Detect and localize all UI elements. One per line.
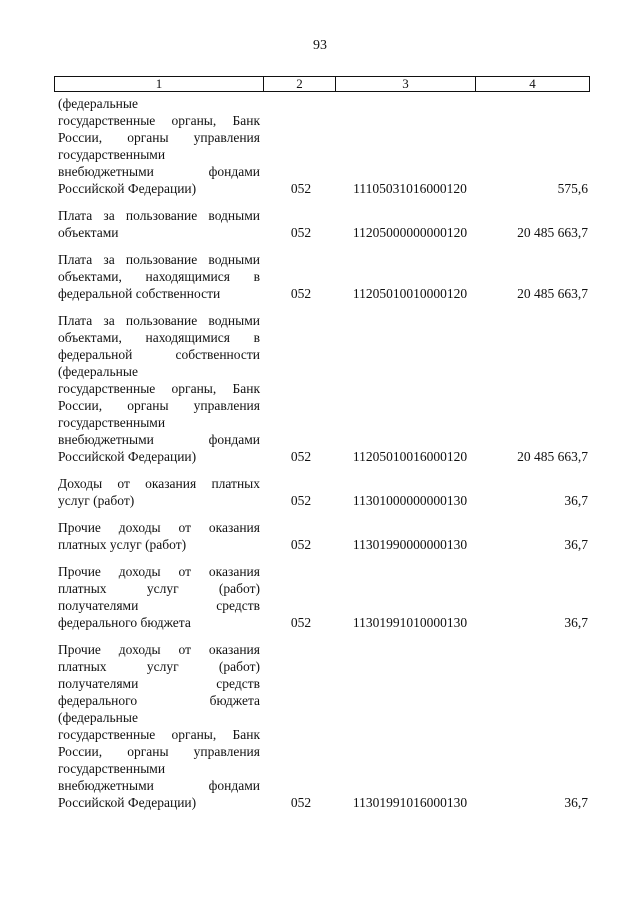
table-row	[58, 207, 590, 241]
row-admin-code: 052	[290, 537, 312, 552]
table-row	[58, 641, 590, 811]
description-line: федеральной собственности	[58, 286, 221, 301]
row-amount: 36,7	[564, 537, 588, 552]
description-line: государственные органы, Банк	[58, 727, 260, 742]
description-line: внебюджетными фондами	[58, 432, 260, 447]
row-budget-code: 11301991010000130	[352, 615, 468, 630]
description-line: объектами	[58, 225, 119, 240]
description-line: федеральной собственности	[58, 347, 260, 362]
row-admin-code: 052	[290, 493, 312, 508]
row-budget-code: 11105031016000120	[353, 181, 467, 196]
description-line: Плата за пользование водными	[58, 313, 260, 328]
table-row	[58, 563, 590, 631]
description-line: внебюджетными фондами	[58, 778, 260, 793]
row-budget-code: 11205010016000120	[352, 449, 468, 464]
description-line: услуг (работ)	[58, 493, 135, 508]
description-line: Российской Федерации)	[58, 449, 197, 464]
row-admin-code: 052	[290, 286, 312, 301]
description-line: (федеральные	[58, 710, 138, 725]
description-line: внебюджетными фондами	[58, 164, 260, 179]
description-line: получателями средств	[58, 676, 260, 691]
table-row	[58, 95, 590, 197]
description-line: Плата за пользование водными	[58, 208, 260, 223]
table-body	[58, 95, 590, 821]
row-admin-code: 052	[290, 449, 312, 464]
header-col-2: 2	[264, 77, 336, 91]
row-description	[58, 641, 260, 811]
row-admin-code: 052	[290, 181, 312, 196]
description-line: Прочие доходы от оказания	[58, 564, 260, 579]
description-line: Прочие доходы от оказания	[58, 642, 260, 657]
description-line: Прочие доходы от оказания	[58, 520, 260, 535]
row-description	[58, 312, 260, 465]
table-row	[58, 251, 590, 302]
row-amount: 575,6	[557, 181, 588, 196]
description-line: государственные органы, Банк	[58, 381, 260, 396]
table-header	[54, 76, 590, 92]
description-line: государственные органы, Банк	[58, 113, 260, 128]
header-col-1: 1	[55, 77, 264, 91]
table-row	[58, 475, 590, 509]
row-amount: 20 485 663,7	[517, 286, 588, 301]
row-admin-code: 052	[290, 225, 312, 240]
description-line: России, органы управления	[58, 744, 260, 759]
description-line: получателями средств	[58, 598, 260, 613]
description-line: государственными	[58, 147, 166, 162]
header-col-4: 4	[529, 76, 536, 91]
description-line: федерального бюджета	[58, 615, 191, 630]
description-line: Российской Федерации)	[58, 795, 197, 810]
row-description	[58, 475, 260, 509]
row-budget-code: 11205000000000120	[352, 225, 468, 240]
row-amount: 20 485 663,7	[517, 225, 588, 240]
row-description	[58, 207, 260, 241]
description-line: объектами, находящимися в	[58, 330, 260, 345]
description-line: федерального бюджета	[58, 693, 260, 708]
description-line: государственными	[58, 415, 166, 430]
description-line: Плата за пользование водными	[58, 252, 260, 267]
row-amount: 36,7	[564, 795, 588, 810]
row-amount: 36,7	[564, 493, 588, 508]
row-description	[58, 563, 260, 631]
row-admin-code: 052	[290, 795, 312, 810]
description-line: (федеральные	[58, 96, 138, 111]
row-description	[58, 95, 260, 197]
table-row	[58, 312, 590, 465]
description-line: платных услуг (работ)	[58, 581, 260, 596]
header-col-3: 3	[336, 77, 476, 91]
description-line: платных услуг (работ)	[58, 659, 260, 674]
row-budget-code: 11205010010000120	[352, 286, 468, 301]
row-budget-code: 11301991016000130	[352, 795, 468, 810]
row-description	[58, 251, 260, 302]
description-line: (федеральные	[58, 364, 138, 379]
description-line: государственными	[58, 761, 166, 776]
row-budget-code: 11301000000000130	[352, 493, 468, 508]
description-line: России, органы управления	[58, 398, 260, 413]
page-number: 93	[313, 38, 327, 53]
table-row	[58, 519, 590, 553]
description-line: Российской Федерации)	[58, 181, 197, 196]
row-description	[58, 519, 260, 553]
row-amount: 36,7	[564, 615, 588, 630]
row-budget-code: 11301990000000130	[352, 537, 468, 552]
description-line: Доходы от оказания платных	[58, 476, 260, 491]
description-line: объектами, находящимися в	[58, 269, 260, 284]
row-amount: 20 485 663,7	[517, 449, 588, 464]
row-admin-code: 052	[290, 615, 312, 630]
description-line: России, органы управления	[58, 130, 260, 145]
description-line: платных услуг (работ)	[58, 537, 187, 552]
